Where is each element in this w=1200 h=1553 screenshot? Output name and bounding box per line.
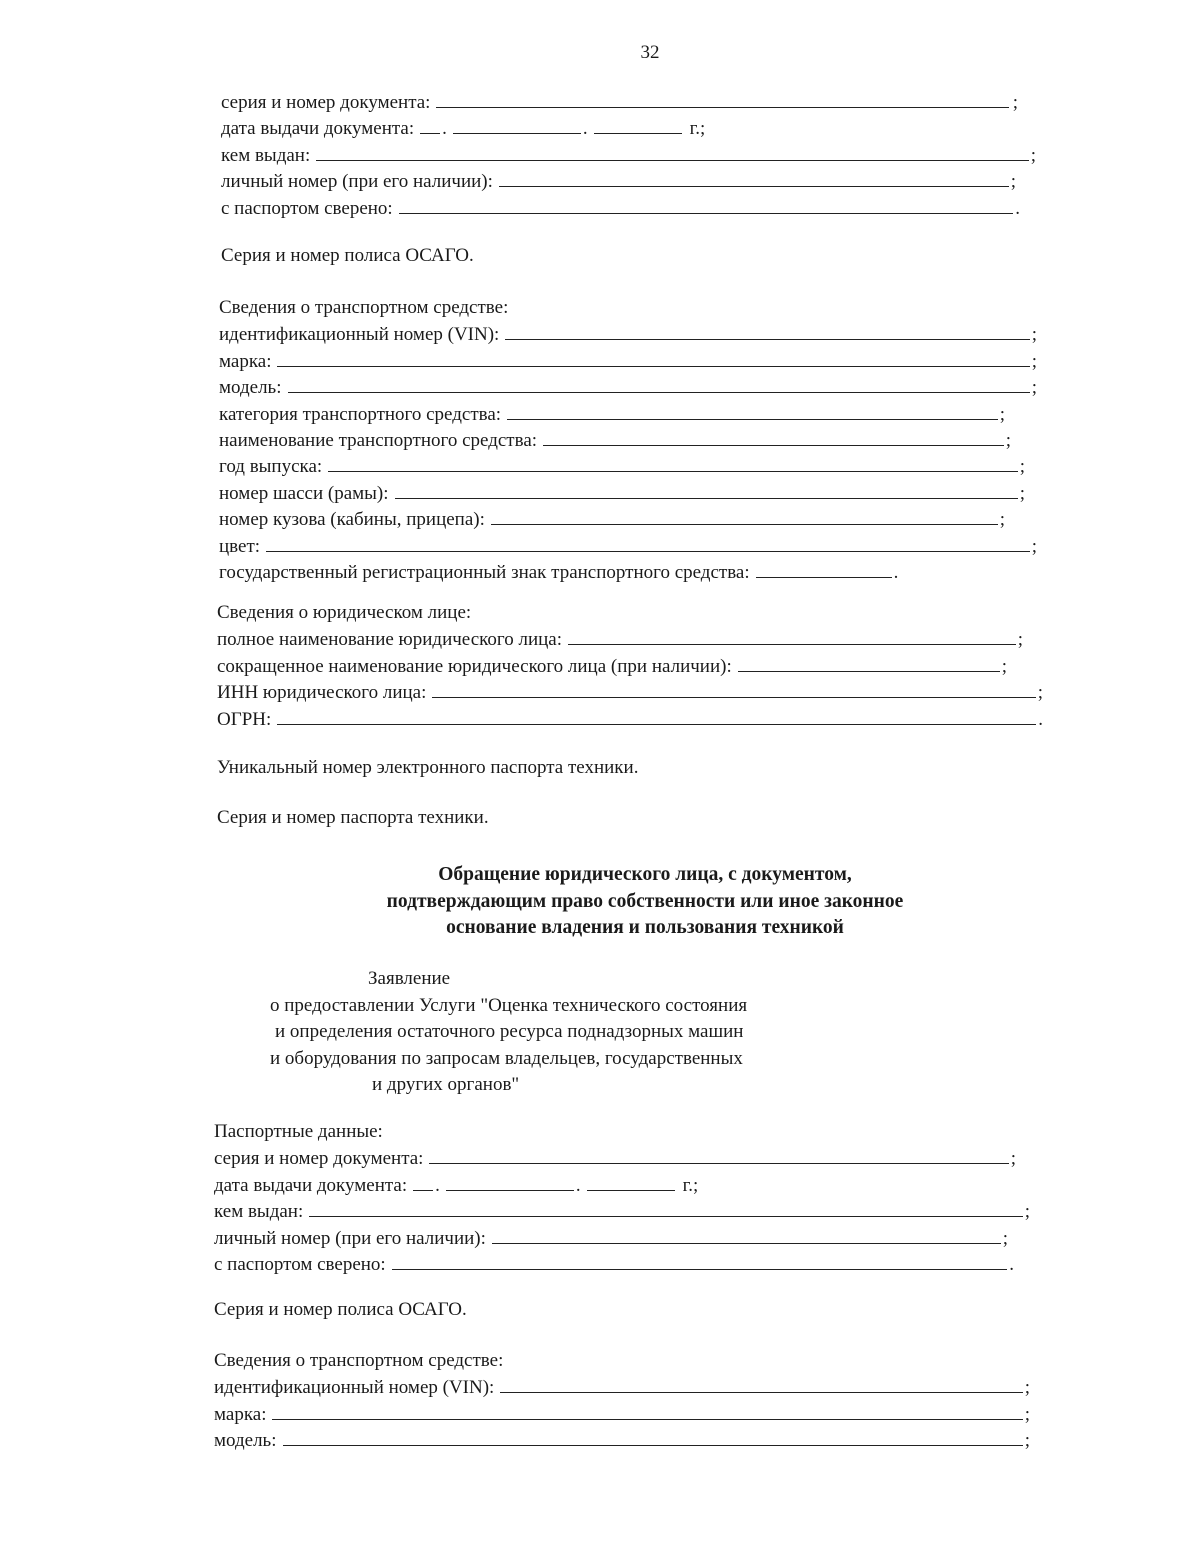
- personal-number-field-2[interactable]: [492, 1225, 1001, 1244]
- model-line-2: модель: ;: [214, 1427, 1030, 1453]
- ogrn-line: ОГРН: .: [217, 706, 1043, 732]
- statement-line-2: и определения остаточного ресурса поднадзорных машин: [275, 1021, 744, 1042]
- personal-number-field[interactable]: [499, 168, 1009, 187]
- statement-line-3: и оборудования по запросам владельцев, государственных: [270, 1047, 743, 1069]
- vehicle-block-2: [214, 1348, 1030, 1454]
- category-field[interactable]: [507, 401, 998, 420]
- inn-field[interactable]: [432, 679, 1035, 698]
- model-field[interactable]: [288, 374, 1030, 393]
- doc-number-line-2: серия и номер документа: ;: [214, 1145, 1030, 1171]
- issue-month-field-2[interactable]: [446, 1172, 574, 1191]
- issue-date-line: дата выдачи документа: . . г.;: [221, 115, 1036, 141]
- verified-field[interactable]: [399, 195, 1014, 214]
- verified-field-2[interactable]: [392, 1251, 1008, 1270]
- reg-plate-field[interactable]: [756, 559, 892, 578]
- legal-title: Сведения о юридическом лице:: [217, 602, 472, 623]
- year-field[interactable]: [328, 453, 1018, 472]
- vehicle-title-2: Сведения о транспортном средстве:: [214, 1350, 504, 1371]
- statement-title: Заявление: [368, 968, 451, 989]
- passport-title: Паспортные данные:: [214, 1121, 383, 1142]
- personal-number-line-2: личный номер (при его наличии): ;: [214, 1225, 1030, 1251]
- heading-line-2: подтверждающим право собственности или иное законное: [386, 890, 904, 912]
- issued-by-line: кем выдан: ;: [221, 142, 1036, 168]
- legal-block: [217, 600, 1043, 732]
- osago-text-1: Серия и номер полиса ОСАГО.: [221, 245, 474, 266]
- section-heading: [300, 862, 990, 942]
- issue-day-field-2[interactable]: [413, 1172, 433, 1191]
- personal-number-line: личный номер (при его наличии): ;: [221, 168, 1036, 194]
- statement-line-1: о предоставлении Услуги "Оценка технического состояния: [270, 994, 748, 1016]
- osago-text-2: Серия и номер полиса ОСАГО.: [214, 1299, 467, 1320]
- brand-line-2: марка: ;: [214, 1401, 1030, 1427]
- chassis-field[interactable]: [395, 480, 1018, 499]
- chassis-line: номер шасси (рамы): ;: [219, 480, 1037, 506]
- short-name-field[interactable]: [738, 653, 1000, 672]
- body-line: номер кузова (кабины, прицепа): ;: [219, 506, 1037, 532]
- issue-year-field-2[interactable]: [587, 1172, 675, 1191]
- reg-plate-line: государственный регистрационный знак транспортного средства: .: [219, 559, 1037, 585]
- brand-field[interactable]: [277, 348, 1029, 367]
- brand-line: марка: ;: [219, 348, 1037, 374]
- doc-number-field-2[interactable]: [429, 1145, 1008, 1164]
- vehicle-title: Сведения о транспортном средстве:: [219, 297, 509, 318]
- passport-block-2: [214, 1119, 1030, 1277]
- inn-line: ИНН юридического лица: ;: [217, 679, 1043, 705]
- verified-line-2: с паспортом сверено: .: [214, 1251, 1030, 1277]
- issue-date-line-2: дата выдачи документа: . . г.;: [214, 1172, 1030, 1198]
- doc-number-field[interactable]: [436, 89, 1008, 108]
- heading-line-1: Обращение юридического лица, с документом,: [438, 864, 852, 885]
- issue-month-field[interactable]: [453, 115, 581, 134]
- model-field-2[interactable]: [283, 1427, 1023, 1446]
- vin-line: идентификационный номер (VIN): ;: [219, 321, 1037, 347]
- issued-by-line-2: кем выдан: ;: [214, 1198, 1030, 1224]
- statement-block: [0, 966, 1200, 1099]
- color-line: цвет: ;: [219, 533, 1037, 559]
- issued-by-field-2[interactable]: [309, 1198, 1022, 1217]
- vehicle-name-field[interactable]: [543, 427, 1004, 446]
- full-name-line: полное наименование юридического лица: ;: [217, 626, 1043, 652]
- brand-field-2[interactable]: [272, 1401, 1022, 1420]
- doc-number-line: серия и номер документа: ;: [221, 89, 1036, 115]
- statement-line-4: и других органов": [372, 1074, 520, 1095]
- passport-block-1: [221, 89, 1036, 221]
- issued-by-field[interactable]: [316, 142, 1028, 161]
- issue-year-field[interactable]: [594, 115, 682, 134]
- vin-field-2[interactable]: [500, 1374, 1022, 1393]
- issue-day-field[interactable]: [420, 115, 440, 134]
- verified-line: с паспортом сверено: .: [221, 195, 1036, 221]
- color-field[interactable]: [266, 533, 1030, 552]
- short-name-line: сокращенное наименование юридического лица (при наличии): ;: [217, 653, 1043, 679]
- year-line: год выпуска: ;: [219, 453, 1037, 479]
- body-field[interactable]: [491, 506, 998, 525]
- pts-text: Серия и номер паспорта техники.: [217, 807, 489, 828]
- heading-line-3: основание владения и пользования техникой: [446, 917, 844, 938]
- vin-line-2: идентификационный номер (VIN): ;: [214, 1374, 1030, 1400]
- vin-field[interactable]: [505, 321, 1029, 340]
- full-name-field[interactable]: [568, 626, 1016, 645]
- vehicle-name-line: наименование транспортного средства: ;: [219, 427, 1037, 453]
- vehicle-block-1: [219, 295, 1037, 585]
- page-number: 32: [640, 42, 660, 63]
- epts-text: Уникальный номер электронного паспорта техники.: [217, 757, 639, 778]
- category-line: категория транспортного средства: ;: [219, 401, 1037, 427]
- model-line: модель: ;: [219, 374, 1037, 400]
- ogrn-field[interactable]: [277, 706, 1036, 725]
